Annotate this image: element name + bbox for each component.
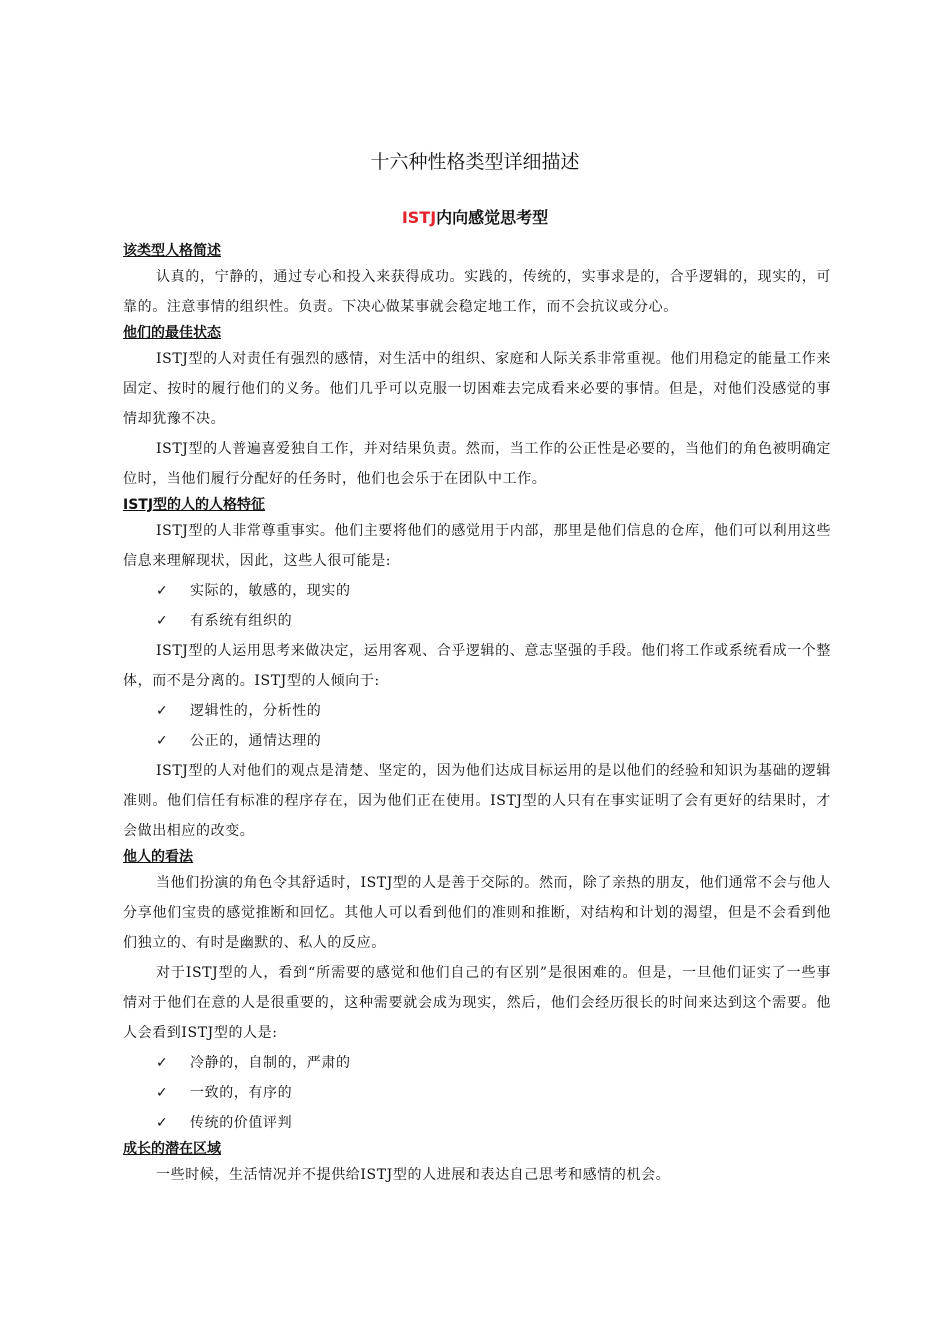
traits-paragraph-1: ISTJ型的人非常尊重事实。他们主要将他们的感觉用于内部，那里是他们信息的仓库，他们可以利用这些信息来理解现状，因此，这些人很可能是: bbox=[123, 523, 831, 569]
type-subtitle bbox=[0, 205, 950, 228]
list-item: ✓ 一致的，有序的 bbox=[123, 1078, 831, 1108]
section-heading-growth: 成长的潜在区域 bbox=[123, 1141, 221, 1157]
section-heading-summary: 该类型人格简述 bbox=[123, 243, 221, 259]
list-item: ✓ 有系统有组织的 bbox=[123, 606, 831, 636]
check-mark-icon: ✓ bbox=[156, 613, 169, 629]
check-mark-icon: ✓ bbox=[156, 583, 169, 599]
best-paragraph-1: ISTJ型的人对责任有强烈的感情，对生活中的组织、家庭和人际关系非常重视。他们用稳定的能量工作来固定、按时的履行他们的义务。他们几乎可以克服一切困难去完成看来必要的事情。但是，对他们没感觉的事情却犹豫不决。 bbox=[123, 351, 831, 427]
type-name: 内向感觉思考型 bbox=[436, 208, 549, 227]
type-code: ISTJ bbox=[401, 208, 437, 227]
list-item: ✓ 传统的价值评判 bbox=[123, 1108, 831, 1138]
section-heading-others: 他人的看法 bbox=[123, 849, 193, 865]
list-item: ✓ 冷静的，自制的，严肃的 bbox=[123, 1048, 831, 1078]
summary-paragraph: 认真的，宁静的，通过专心和投入来获得成功。实践的，传统的，实事求是的，合乎逻辑的，现实的，可靠的。注意事情的组织性。负责。下决心做某事就会稳定地工作，而不会抗议或分心。 bbox=[123, 269, 831, 315]
list-item: ✓ 公正的，通情达理的 bbox=[123, 726, 831, 756]
check-mark-icon: ✓ bbox=[156, 1085, 169, 1101]
section-heading-best: 他们的最佳状态 bbox=[123, 325, 221, 341]
check-mark-icon: ✓ bbox=[156, 703, 169, 719]
document-body bbox=[123, 240, 831, 1190]
traits-paragraph-2: ISTJ型的人运用思考来做决定，运用客观、合乎逻辑的、意志坚强的手段。他们将工作或系统看成一个整体，而不是分离的。ISTJ型的人倾向于: bbox=[123, 643, 831, 689]
others-paragraph-1: 当他们扮演的角色令其舒适时，ISTJ型的人是善于交际的。然而，除了亲热的朋友，他们通常不会与他人分享他们宝贵的感觉推断和回忆。其他人可以看到他们的准则和推断，对结构和计划的渴望，但是不会看到他们独立的、有时是幽默的、私人的反应。 bbox=[123, 875, 831, 951]
others-paragraph-2: 对于ISTJ型的人，看到“所需要的感觉和他们自己的有区别”是很困难的。但是，一旦他们证实了一些事情对于他们在意的人是很重要的，这种需要就会成为现实，然后，他们会经历很长的时间来达到这个需要。他人会看到ISTJ型的人是: bbox=[123, 965, 831, 1041]
list-item: ✓ 实际的，敏感的，现实的 bbox=[123, 576, 831, 606]
check-mark-icon: ✓ bbox=[156, 1055, 169, 1071]
check-mark-icon: ✓ bbox=[156, 733, 169, 749]
list-item: ✓ 逻辑性的，分析性的 bbox=[123, 696, 831, 726]
section-heading-traits: ISTJ型的人的人格特征 bbox=[123, 497, 266, 513]
growth-paragraph: 一些时候，生活情况并不提供给ISTJ型的人进展和表达自己思考和感情的机会。 bbox=[156, 1167, 671, 1183]
document-title: 十六种性格类型详细描述 bbox=[370, 151, 580, 173]
traits-paragraph-3: ISTJ型的人对他们的观点是清楚、坚定的，因为他们达成目标运用的是以他们的经验和知识为基础的逻辑准则。他们信任有标准的程序存在，因为他们正在使用。ISTJ型的人只有在事实证明了会有更好的结果时，才会做出相应的改变。 bbox=[123, 763, 831, 839]
check-mark-icon: ✓ bbox=[156, 1115, 169, 1131]
best-paragraph-2: ISTJ型的人普遍喜爱独自工作，并对结果负责。然而，当工作的公正性是必要的，当他们的角色被明确定位时，当他们履行分配好的任务时，他们也会乐于在团队中工作。 bbox=[123, 441, 831, 487]
